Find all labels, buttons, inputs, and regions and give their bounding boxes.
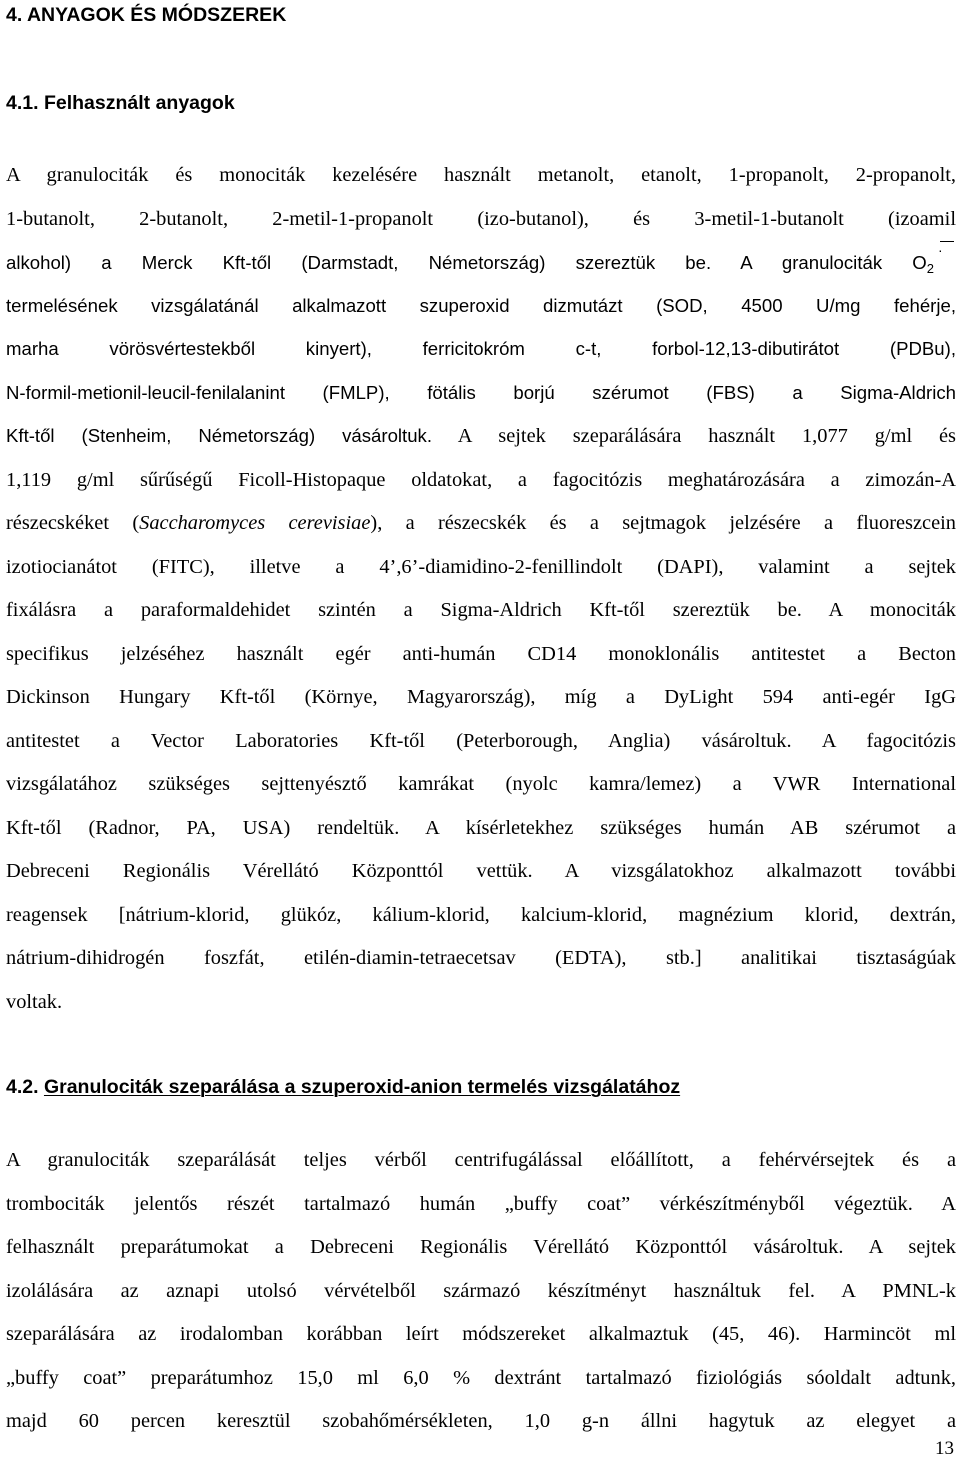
text-line: antitestet a Vector Laboratories Kft-től (Peterborough, Anglia) vásároltuk. A fagocitózis — [6, 729, 956, 752]
section-heading-4-1 — [6, 91, 235, 115]
section-number: 4.1. — [6, 92, 39, 114]
text-line: fixálásra a paraformaldehidet szintén a Sigma-Aldrich Kft-től szereztük be. A monociták — [6, 599, 956, 621]
text-line: nátrium-dihidrogén foszfát, etilén-diamin-tetraecetsav (EDTA), stb.] analitikai tisztaságúak — [6, 947, 956, 969]
text-line — [6, 242, 956, 277]
subscript: 2 — [926, 261, 934, 276]
text-span: részecskéket ( — [6, 512, 140, 534]
text-line: „buffy coat” preparátumhoz 15,0 ml 6,0 % dextránt tartalmazó fiziológiás sóoldalt adtunk, — [6, 1366, 956, 1389]
text-line: reagensek [nátrium-klorid, glükóz, kálium-klorid, kalcium-klorid, magnézium klorid, dextrán, — [6, 903, 956, 926]
text-line: szeparálására az irodalomban korábban leírt módszereket alkalmaztuk (45, 46). Harmincöt ml — [6, 1323, 956, 1345]
text-line: izolálására az aznapi utolsó vérvételből származó készítményt használtuk fel. A PMNL-k — [6, 1279, 956, 1302]
italic-species-name: Saccharomyces cerevisiae — [139, 512, 371, 534]
text-line — [6, 421, 956, 451]
text-line: N-formil-metionil-leucil-fenilalanint (FMLP), fötális borjú szérumot (FBS) a Sigma-Aldrich — [6, 381, 956, 403]
text-line: marha vörösvértestekből kinyert), ferricitokróm c-t, forbol-12,13-dibutirátot (PDBu), — [6, 338, 956, 359]
text-span: Kft-től (Stenheim, Németország) vásároltuk. — [6, 425, 433, 446]
text-line: majd 60 percen keresztül szobahőmérsékleten, 1,0 g-n állni hagytuk az elegyet a — [6, 1410, 956, 1432]
text-line: felhasznált preparátumokat a Debreceni Regionális Vérellátó Központtól vásároltuk. A sejtek — [6, 1236, 956, 1258]
text-line: trombociták jelentős részét tartalmazó humán „buffy coat” vérkészítményből végeztük. A — [6, 1192, 956, 1215]
page-number: 13 — [935, 1438, 954, 1459]
text-span: A sejtek szeparálására használt 1,077 g/ml és — [432, 425, 956, 447]
section-heading-4-2 — [6, 1075, 680, 1099]
text-line: 1,119 g/ml sűrűségű Ficoll-Histopaque oldatokat, a fagocitózis meghatározására a zimozán-A — [6, 468, 956, 491]
text-line: voltak. — [6, 990, 63, 1013]
text-line: vizsgálatához szükséges sejttenyésztő kamrákat (nyolc kamra/lemez) a VWR International — [6, 773, 956, 795]
text-line: termelésének vizsgálatánál alkalmazott szuperoxid dizmutázt (SOD, 4500 U/mg fehérje, — [6, 294, 956, 316]
text-line: A granulociták szeparálását teljes vérből centrifugálással előállított, a fehérvérsejtek és a — [6, 1149, 956, 1171]
text-line: Dickinson Hungary Kft-től (Környe, Magyarország), míg a DyLight 594 anti-egér IgG — [6, 686, 956, 708]
text-line: Kft-től (Radnor, PA, USA) rendeltük. A kísérletekhez szükséges humán AB szérumot a — [6, 816, 956, 839]
text-line: Debreceni Regionális Vérellátó Központtól vettük. A vizsgálatokhoz alkalmazott további — [6, 860, 956, 882]
chapter-heading: 4. ANYAGOK ÉS MÓDSZEREK — [6, 4, 287, 26]
text-line: A granulociták és monociták kezelésére használt metanolt, etanolt, 1-propanolt, 2-propanolt, — [6, 164, 956, 186]
section-title: Granulociták szeparálása a szuperoxid-anion termelés vizsgálatához — [43, 1076, 681, 1098]
text-line: specifikus jelzéséhez használt egér anti-humán CD14 monoklonális antitestet a Becton — [6, 642, 956, 665]
text-line — [6, 508, 956, 538]
section-number: 4.2. — [6, 1076, 39, 1098]
text-line: izotiocianátot (FITC), illetve a 4’,6’-diamidino-2-fenillindolt (DAPI), valamint a sejtek — [6, 555, 956, 578]
text-line: 1-butanolt, 2-butanolt, 2-metil-1-propanolt (izo-butanol), és 3-metil-1-butanolt (izoamil — [6, 207, 956, 230]
section-title: Felhasznált anyagok — [43, 92, 235, 114]
text-span: alkohol) a Merck Kft-től (Darmstadt, Németország) szereztük be. A granulociták O — [6, 252, 927, 273]
superoxide-radical-symbol: · — [934, 247, 956, 267]
text-span: ), a részecskék és a sejtmagok jelzésére a fluoreszcein — [370, 512, 956, 534]
